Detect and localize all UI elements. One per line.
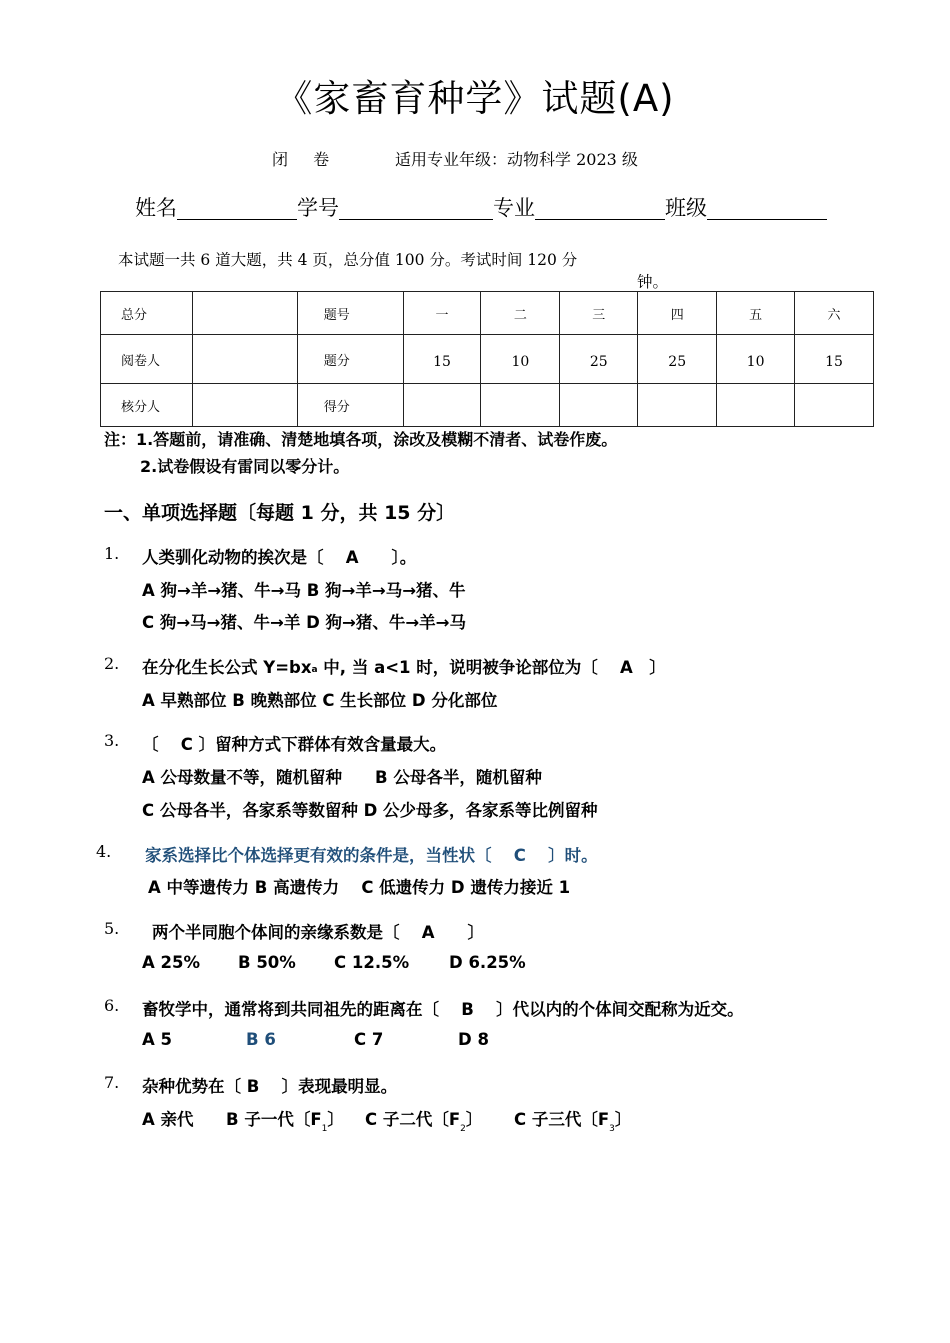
question-4-options: A 中等遗传力 B 高遗传力 C 低遗传力 D 遗传力接近 1 [148,878,571,897]
question-points-cell: 15 [403,335,481,384]
question-5-option-b: B 50% [238,953,296,972]
score-obtained-cell[interactable] [481,384,560,427]
exam-intro: 本试题一共 6 道大题，共 4 页，总分值 100 分。考试时间 120 分 [118,251,578,269]
question-5-option-d: D 6.25% [449,953,526,972]
question-number: 6. [104,996,120,1015]
reviewer-label: 核分人 [101,384,193,427]
question-3-stem: 〔 C 〕留种方式下群体有效含量最大。 [142,735,447,754]
question-number: 2. [104,654,120,673]
question-5-option-a: A 25% [142,953,201,972]
question-6-option-a: A 5 [142,1030,172,1049]
question-number: 7. [104,1073,120,1092]
question-points-label: 题分 [297,335,403,384]
question-4-stem: 家系选择比个体选择更有效的条件是，当性状〔 C 〕时。 [145,846,598,865]
score-obtained-cell[interactable] [795,384,874,427]
subscript: 1 [321,1124,328,1134]
major-field[interactable] [535,197,665,220]
grader-label: 阅卷人 [101,335,193,384]
total-score-label: 总分 [101,292,193,335]
question-1-options-cd: C 狗→马→猪、牛→羊 D 狗→猪、牛→羊→马 [142,613,466,632]
question-1 [104,544,119,563]
class-label: 班级 [665,196,707,220]
question-number-cell: 五 [717,292,795,335]
question-3-options-ab: A 公母数量不等，随机留种 B 公母各半，随机留种 [142,768,542,787]
question-points-cell: 10 [717,335,795,384]
table-row [101,384,874,427]
question-number-cell: 四 [638,292,717,335]
note-line-1: 注：1.答题前，请准确、清楚地填各项，涂改及模糊不清者、试卷作废。 [104,430,618,449]
score-obtained-cell[interactable] [560,384,638,427]
total-score-cell[interactable] [192,292,297,335]
question-6-option-d: D 8 [458,1030,489,1049]
question-2-options: A 早熟部位 B 晚熟部位 C 生长部位 D 分化部位 [142,691,498,710]
option-text: 〕 [327,1110,344,1129]
question-number: 4. [96,842,112,861]
question-number-cell: 六 [795,292,874,335]
question-number: 5. [104,919,120,938]
stem-part: 在分化生长公式 Y=bx [142,658,312,677]
score-obtained-cell[interactable] [717,384,795,427]
student-id-label: 学号 [297,196,339,220]
question-7-stem: 杂种优势在〔 B 〕表现最明显。 [142,1077,398,1096]
score-obtained-cell[interactable] [403,384,481,427]
score-obtained-cell[interactable] [638,384,717,427]
question-points-cell: 15 [795,335,874,384]
student-id-field[interactable] [339,197,493,220]
grader-cell[interactable] [192,335,297,384]
question-1-options-ab: A 狗→羊→猪、牛→马 B 狗→羊→马→猪、牛 [142,581,466,600]
question-7-option-c [365,1106,482,1134]
stem-part: 中, 当 a<1 时，说明被争论部位为〔 A 〕 [317,658,666,677]
section-1-title: 一、单项选择题〔每题 1 分，共 15 分〕 [104,502,456,524]
question-6-option-c: C 7 [354,1030,384,1049]
subscript: 2 [460,1124,466,1134]
option-text: C 子三代〔F [514,1110,610,1129]
student-info-fields [135,192,827,222]
name-label: 姓名 [135,196,177,220]
name-field[interactable] [177,197,297,220]
question-5-option-c: C 12.5% [334,953,410,972]
question-number-cell: 一 [403,292,481,335]
question-6-option-b: B 6 [246,1030,276,1049]
option-text: B 子一代〔F [226,1110,322,1129]
option-text: 〕 [465,1110,483,1129]
question-1-stem: 人类驯化动物的挨次是〔 A 〕。 [142,548,417,567]
class-field[interactable] [707,197,827,220]
question-points-cell: 25 [560,335,638,384]
exam-intro-wrap: 钟。 [637,273,669,291]
question-2-stem [142,654,666,678]
question-number-label: 题号 [297,292,403,335]
question-number-cell: 二 [481,292,560,335]
question-number: 3. [104,731,120,750]
option-text: C 子二代〔F [365,1110,461,1129]
question-3-options-cd: C 公母各半，各家系等数留种 D 公少母多，各家系等比例留种 [142,801,598,820]
reviewer-cell[interactable] [192,384,297,427]
exam-title: 《家畜育种学》试题(A) [275,77,675,120]
question-number-cell: 三 [560,292,638,335]
question-7-option-b [226,1106,344,1134]
table-row [101,335,874,384]
score-obtained-label: 得分 [297,384,403,427]
exam-type: 闭 卷 [272,150,340,169]
exponent: a [311,665,318,675]
score-table [100,291,874,427]
question-7-option-a: A 亲代 [142,1110,194,1129]
option-text: 〕 [614,1110,632,1129]
question-6-stem: 畜牧学中，通常将到共同祖先的距离在〔 B 〕代以内的个体间交配称为近交。 [142,1000,744,1019]
subscript: 3 [609,1124,615,1134]
question-5-stem: 两个半同胞个体间的亲缘系数是〔 A 〕 [152,923,485,942]
note-line-2: 2.试卷假设有雷同以零分计。 [140,457,350,476]
question-number: 1. [104,544,120,563]
question-7-option-d [514,1106,631,1134]
major-label: 专业 [493,196,535,220]
question-points-cell: 25 [638,335,717,384]
question-points-cell: 10 [481,335,560,384]
table-row [101,292,874,335]
applicable-grade: 适用专业年级：动物科学 2023 级 [395,150,638,169]
